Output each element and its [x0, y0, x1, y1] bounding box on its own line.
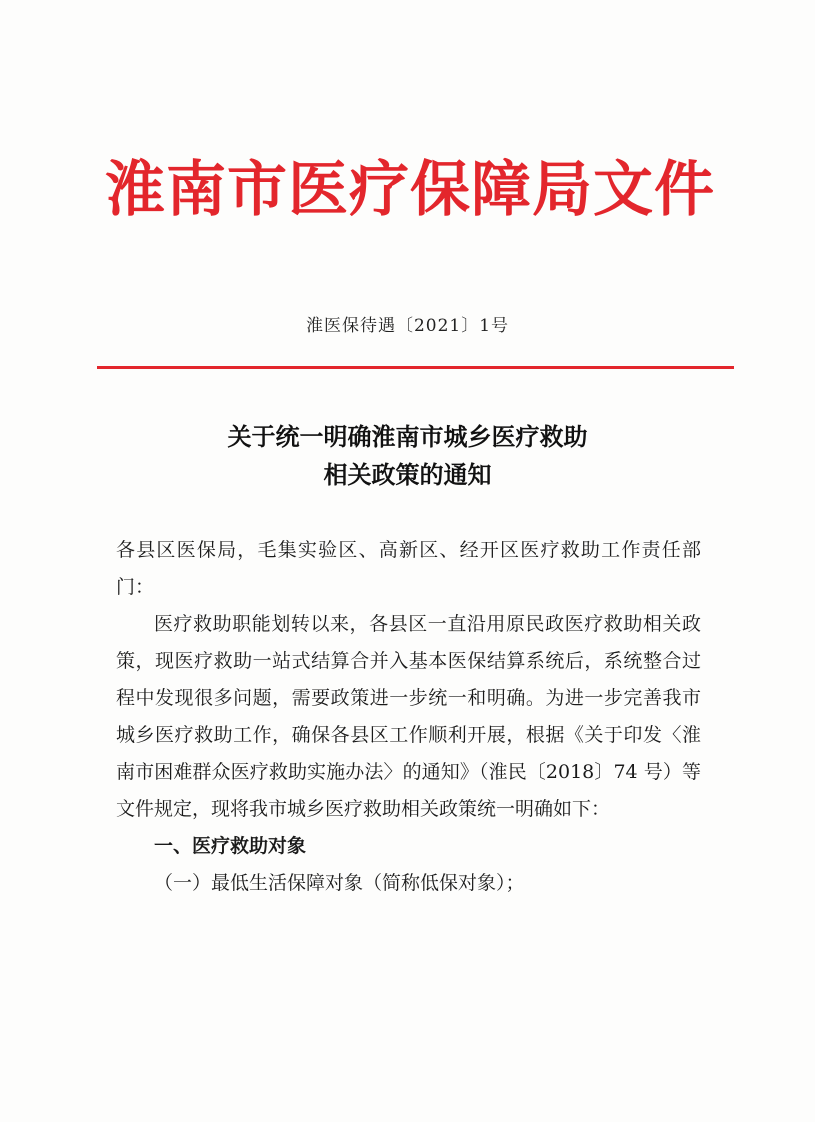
section-item: （一）最低生活保障对象（简称低保对象）； — [154, 872, 525, 894]
document-number: 淮医保待遇〔2021〕1号 — [305, 316, 510, 336]
issuer-title: 淮南市医疗保障局文件 — [105, 155, 715, 225]
red-divider-line — [97, 366, 734, 369]
addressee-line: 各县区医保局，毛集实验区、高新区、经开区医疗救助工作责任部门： — [116, 539, 701, 598]
body-paragraph: 医疗救助职能划转以来，各县区一直沿用原民政医疗救助相关政策，现医疗救助一站式结算合并入基本医保结算系统后，系统整合过程中发现很多问题，需要政策进一步统一和明确。为进一步完善我市城乡医疗救助工作，确保各县区工作顺利开展，根据《关于印发〈淮南市困难群众医疗救助实施办法〉的通知》（淮民〔2018〕74 号）等文件规定，现将我市城乡医疗救助相关政策统一明确如下： — [116, 613, 701, 820]
section-heading: 一、医疗救助对象 — [154, 835, 307, 857]
title-line-2: 相关政策的通知 — [323, 460, 492, 489]
document-title — [100, 418, 715, 494]
document-body — [116, 532, 701, 902]
title-line-1: 关于统一明确淮南市城乡医疗救助 — [227, 422, 588, 451]
